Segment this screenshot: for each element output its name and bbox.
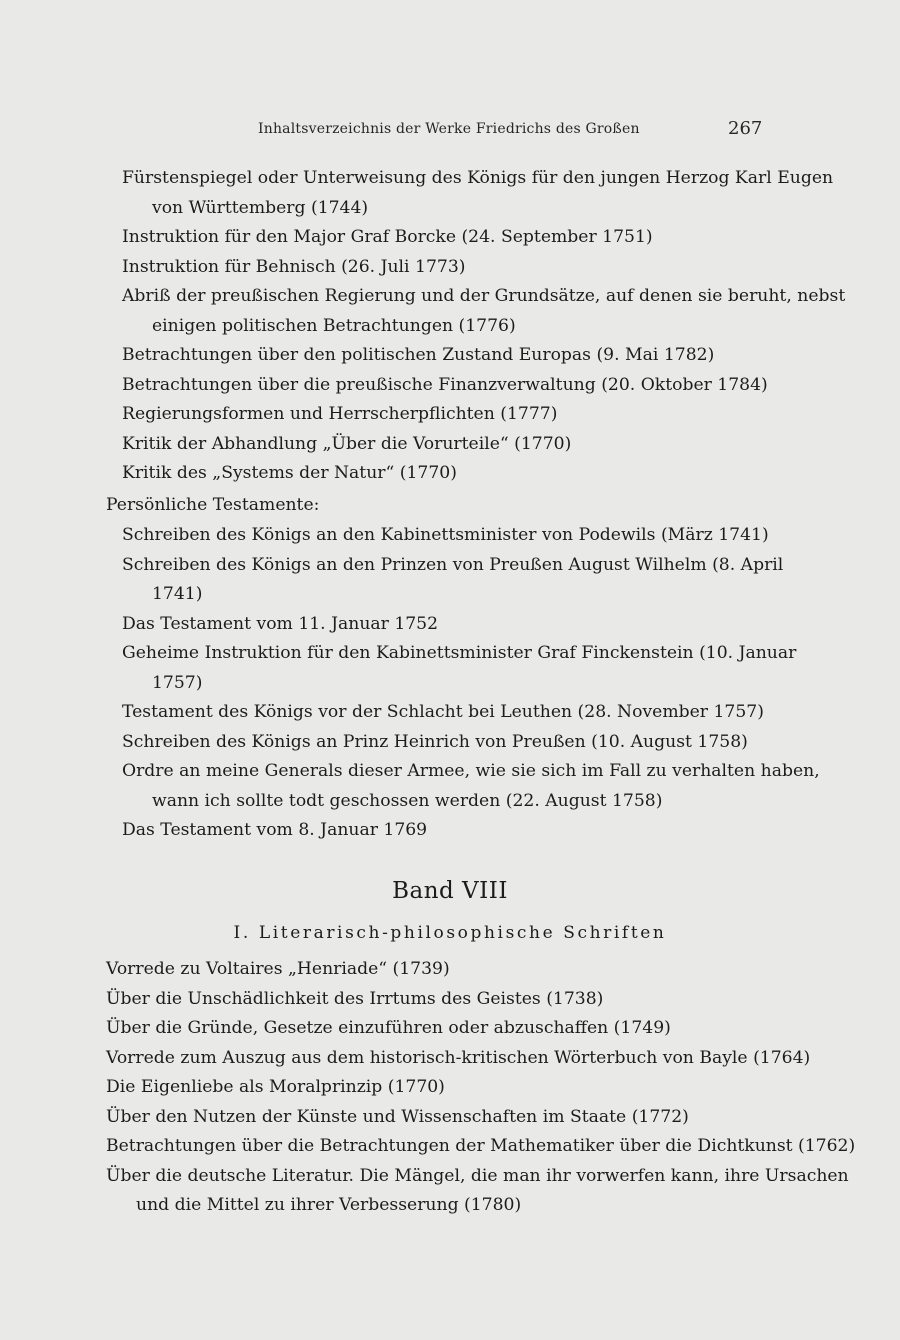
- toc-entry: [106, 1132, 900, 1162]
- toc-entry: [122, 341, 900, 371]
- toc-entry-continuation: einigen politischen Betrachtungen (1776): [152, 315, 516, 336]
- toc-entry: [106, 1162, 900, 1221]
- toc-entry-continuation: und die Mittel zu ihrer Verbesserung (1780): [136, 1195, 522, 1215]
- band-title: Band VIII: [392, 878, 508, 904]
- toc-entry-line: Instruktion für Behnisch (26. Juli 1773): [122, 256, 466, 277]
- toc-entry-line: Betrachtungen über die preußische Finanzverwaltung (20. Oktober 1784): [122, 374, 768, 395]
- toc-entry-line: Über die Gründe, Gesetze einzuführen oder abzuschaffen (1749): [106, 1018, 671, 1038]
- toc-entry: [122, 164, 900, 223]
- toc-entry: [106, 985, 900, 1015]
- toc-entry: [122, 728, 900, 758]
- toc-entry-line: Fürstenspiegel oder Unterweisung des Königs für den jungen Herzog Karl Eugen: [122, 168, 834, 188]
- toc-entry: [122, 757, 900, 816]
- toc-entry-line: Geheime Instruktion für den Kabinettsminister Graf Finckenstein (10. Januar: [122, 643, 797, 663]
- section-heading-personal-testaments: Persönliche Testamente:: [106, 495, 320, 515]
- toc-entry-continuation: 1741): [152, 584, 203, 604]
- toc-entry-line: Regierungsformen und Herrscherpflichten (1777): [122, 404, 558, 424]
- toc-block-testaments: [0, 521, 900, 846]
- toc-entry: [122, 816, 900, 846]
- toc-entry: [122, 371, 900, 401]
- toc-entry: [122, 459, 900, 489]
- toc-entry: [122, 639, 900, 698]
- toc-entry: [122, 282, 900, 341]
- toc-entry: [122, 223, 900, 253]
- toc-entry-line: Vorrede zum Auszug aus dem historisch-kritischen Wörterbuch von Bayle (1764): [106, 1047, 811, 1068]
- toc-entry-line: Betrachtungen über den politischen Zustand Europas (9. Mai 1782): [122, 345, 715, 365]
- header-title: Inhaltsverzeichnis der Werke Friedrichs des Großen: [258, 121, 640, 137]
- toc-entry: [106, 955, 900, 985]
- toc-entry-line: Das Testament vom 11. Januar 1752: [122, 613, 439, 634]
- toc-entry: [106, 1014, 900, 1044]
- toc-entry: [122, 698, 900, 728]
- toc-entry: [106, 1073, 900, 1103]
- running-header: [0, 118, 900, 144]
- toc-entry-line: Betrachtungen über die Betrachtungen der Mathematiker über die Dichtkunst (1762): [106, 1136, 856, 1156]
- toc-entry: [122, 430, 900, 460]
- toc-entry: [122, 551, 900, 610]
- toc-entry-line: Kritik der Abhandlung „Über die Vorurteile“ (1770): [122, 433, 572, 454]
- toc-entry: [122, 400, 900, 430]
- toc-entry-line: Testament des Königs vor der Schlacht bei Leuthen (28. November 1757): [122, 702, 764, 722]
- toc-entry-line: Abriß der preußischen Regierung und der Grundsätze, auf denen sie beruht, nebst: [122, 286, 846, 306]
- toc-entry-continuation: von Württemberg (1744): [152, 197, 369, 218]
- toc-entry-line: Schreiben des Königs an den Prinzen von Preußen August Wilhelm (8. April: [122, 554, 784, 575]
- toc-entry: [106, 1044, 900, 1074]
- toc-entry-line: Kritik des „Systems der Natur“ (1770): [122, 463, 457, 483]
- toc-entry-line: Schreiben des Königs an Prinz Heinrich von Preußen (10. August 1758): [122, 731, 748, 752]
- toc-block-political-writings: [0, 164, 900, 489]
- toc-entry: [122, 521, 900, 551]
- page-number: 267: [728, 118, 763, 139]
- toc-entry-line: Schreiben des Königs an den Kabinettsminister von Podewils (März 1741): [122, 525, 769, 545]
- toc-entry-continuation: wann ich sollte todt geschossen werden (22. August 1758): [152, 790, 663, 811]
- toc-entry-continuation: 1757): [152, 672, 203, 693]
- toc-entry-line: Die Eigenliebe als Moralprinzip (1770): [106, 1077, 445, 1097]
- toc-entry-line: Ordre an meine Generals dieser Armee, wie sie sich im Fall zu verhalten haben,: [122, 761, 820, 781]
- toc-entry: [106, 1103, 900, 1133]
- toc-entry-line: Über die Unschädlichkeit des Irrtums des Geistes (1738): [106, 988, 604, 1009]
- toc-entry-line: Über die deutsche Literatur. Die Mängel, die man ihr vorwerfen kann, ihre Ursachen: [106, 1165, 849, 1186]
- section-title: I. Literarisch-philosophische Schriften: [233, 923, 667, 943]
- toc-block-literary-writings: [0, 955, 900, 1221]
- toc-entry: [122, 253, 900, 283]
- toc-entry-line: Das Testament vom 8. Januar 1769: [122, 820, 428, 840]
- toc-entry-line: Über den Nutzen der Künste und Wissenschaften im Staate (1772): [106, 1106, 689, 1127]
- toc-entry-line: Vorrede zu Voltaires „Henriade“ (1739): [106, 959, 450, 979]
- toc-entry: [122, 610, 900, 640]
- toc-entry-line: Instruktion für den Major Graf Borcke (24. September 1751): [122, 227, 653, 247]
